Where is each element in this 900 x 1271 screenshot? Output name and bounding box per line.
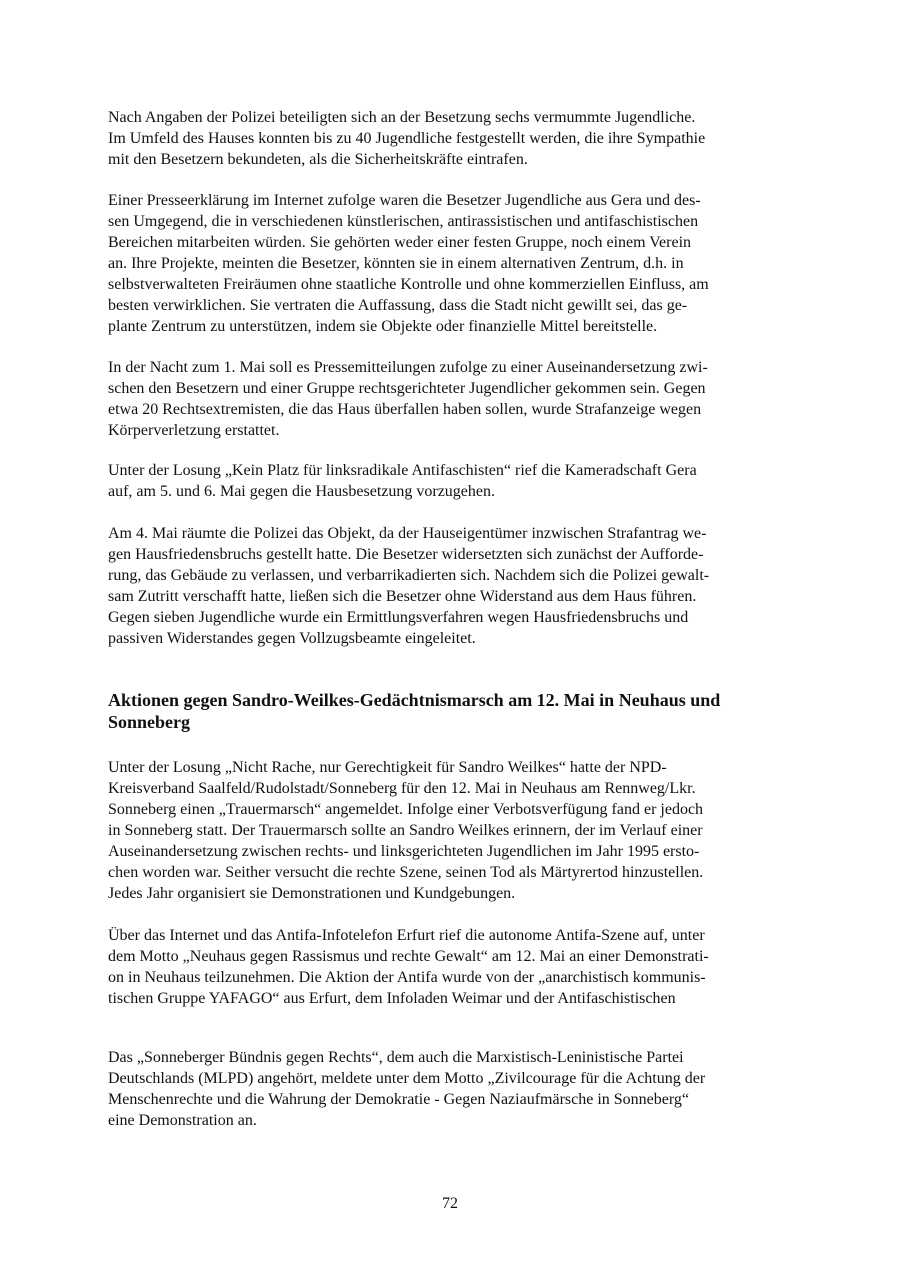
text-line: Unter der Losung „Kein Platz für linksradikale Antifaschisten“ rief die Kameradschaft Gera [108,462,697,479]
text-line: Einer Presseerklärung im Internet zufolge waren die Besetzer Jugendliche aus Gera und des- [108,192,701,209]
text-line: eine Demonstration an. [108,1112,257,1129]
text-line: Menschenrechte und die Wahrung der Demokratie - Gegen Naziaufmärsche in Sonneberg“ [108,1091,690,1108]
paragraph [108,925,709,1009]
text-line: etwa 20 Rechtsextremisten, die das Haus überfallen haben sollen, wurde Strafanzeige wegen [108,401,702,418]
text-line: auf, am 5. und 6. Mai gegen die Hausbesetzung vorzugehen. [108,483,495,500]
page-number: 72 [442,1195,458,1212]
text-line: Sonneberg einen „Trauermarsch“ angemeldet. Infolge einer Verbotsverfügung fand er jedoch [108,801,704,818]
paragraph [108,357,708,441]
paragraph [108,190,709,337]
text-line: Nach Angaben der Polizei beteiligten sich an der Besetzung sechs vermummte Jugendliche. [108,109,696,126]
paragraph [108,460,697,502]
text-line: rung, das Gebäude zu verlassen, und verbarrikadierten sich. Nachdem sich die Polizei gewalt- [108,567,710,584]
paragraph [108,1047,705,1131]
text-line: In der Nacht zum 1. Mai soll es Pressemitteilungen zufolge zu einer Auseinandersetzung zwi- [108,359,708,376]
heading-line: Sonneberg [108,712,191,732]
text-line: passiven Widerstandes gegen Vollzugsbeamte eingeleitet. [108,630,476,647]
text-line: Jedes Jahr organisiert sie Demonstrationen und Kundgebungen. [108,885,516,902]
text-line: Auseinandersetzung zwischen rechts- und linksgerichteten Jugendlichen im Jahr 1995 ersto- [108,843,700,860]
text-line: Bereichen mitarbeiten würden. Sie gehörten weder einer festen Gruppe, noch einem Verein [108,234,692,251]
text-line: Über das Internet und das Antifa-Infotelefon Erfurt rief die autonome Antifa-Szene auf, unter [108,927,705,944]
text-line: Deutschlands (MLPD) angehört, meldete unter dem Motto „Zivilcourage für die Achtung der [108,1070,706,1087]
text-line: mit den Besetzern bekundeten, als die Sicherheitskräfte eintrafen. [108,151,528,168]
text-line: on in Neuhaus teilzunehmen. Die Aktion der Antifa wurde von der „anarchistisch kommunis- [108,969,706,986]
text-line: Unter der Losung „Nicht Rache, nur Gerechtigkeit für Sandro Weilkes“ hatte der NPD- [108,759,667,776]
paragraph [108,107,705,170]
text-line: Gegen sieben Jugendliche wurde ein Ermittlungsverfahren wegen Hausfriedensbruchs und [108,609,689,626]
text-line: plante Zentrum zu unterstützen, indem sie Objekte oder finanzielle Mittel bereitstelle. [108,318,658,335]
text-line: selbstverwalteten Freiräumen ohne staatliche Kontrolle und ohne kommerziellen Einfluss, am [108,276,709,293]
heading-line: Aktionen gegen Sandro-Weilkes-Gedächtnismarsch am 12. Mai in Neuhaus und [108,690,721,710]
text-line: dem Motto „Neuhaus gegen Rassismus und rechte Gewalt“ am 12. Mai an einer Demonstrati- [108,948,709,965]
text-line: in Sonneberg statt. Der Trauermarsch sollte an Sandro Weilkes erinnern, der im Verlauf einer [108,822,703,839]
text-line: Körperverletzung erstattet. [108,422,280,439]
text-line: Im Umfeld des Hauses konnten bis zu 40 Jugendliche festgestellt werden, die ihre Sympathie [108,130,706,147]
text-line: chen worden war. Seither versucht die rechte Szene, seinen Tod als Märtyrertod hinzustellen. [108,864,704,881]
text-line: Am 4. Mai räumte die Polizei das Objekt, da der Hauseigentümer inzwischen Strafantrag we- [108,525,707,542]
text-line: Das „Sonneberger Bündnis gegen Rechts“, dem auch die Marxistisch-Leninistische Partei [108,1049,684,1066]
text-line: an. Ihre Projekte, meinten die Besetzer, könnten sie in einem alternativen Zentrum, d.h. in [108,255,684,272]
text-line: sam Zutritt verschafft hatte, ließen sich die Besetzer ohne Widerstand aus dem Haus führen. [108,588,697,605]
paragraph [108,523,709,649]
text-line: tischen Gruppe YAFAGO“ aus Erfurt, dem Infoladen Weimar und der Antifaschistischen [108,990,676,1007]
text-line: besten verwirklichen. Sie vertraten die Auffassung, dass die Stadt nicht gewillt sei, das ge- [108,297,688,314]
section-heading [108,689,720,733]
text-line: gen Hausfriedensbruchs gestellt hatte. Die Besetzer widersetzten sich zunächst der Aufforde- [108,546,704,563]
text-line: sen Umgegend, die in verschiedenen künstlerischen, antirassistischen und antifaschistischen [108,213,699,230]
text-line: Kreisverband Saalfeld/Rudolstadt/Sonneberg für den 12. Mai in Neuhaus am Rennweg/Lkr. [108,780,696,797]
text-line: schen den Besetzern und einer Gruppe rechtsgerichteter Jugendlicher gekommen sein. Gegen [108,380,706,397]
paragraph [108,757,703,904]
